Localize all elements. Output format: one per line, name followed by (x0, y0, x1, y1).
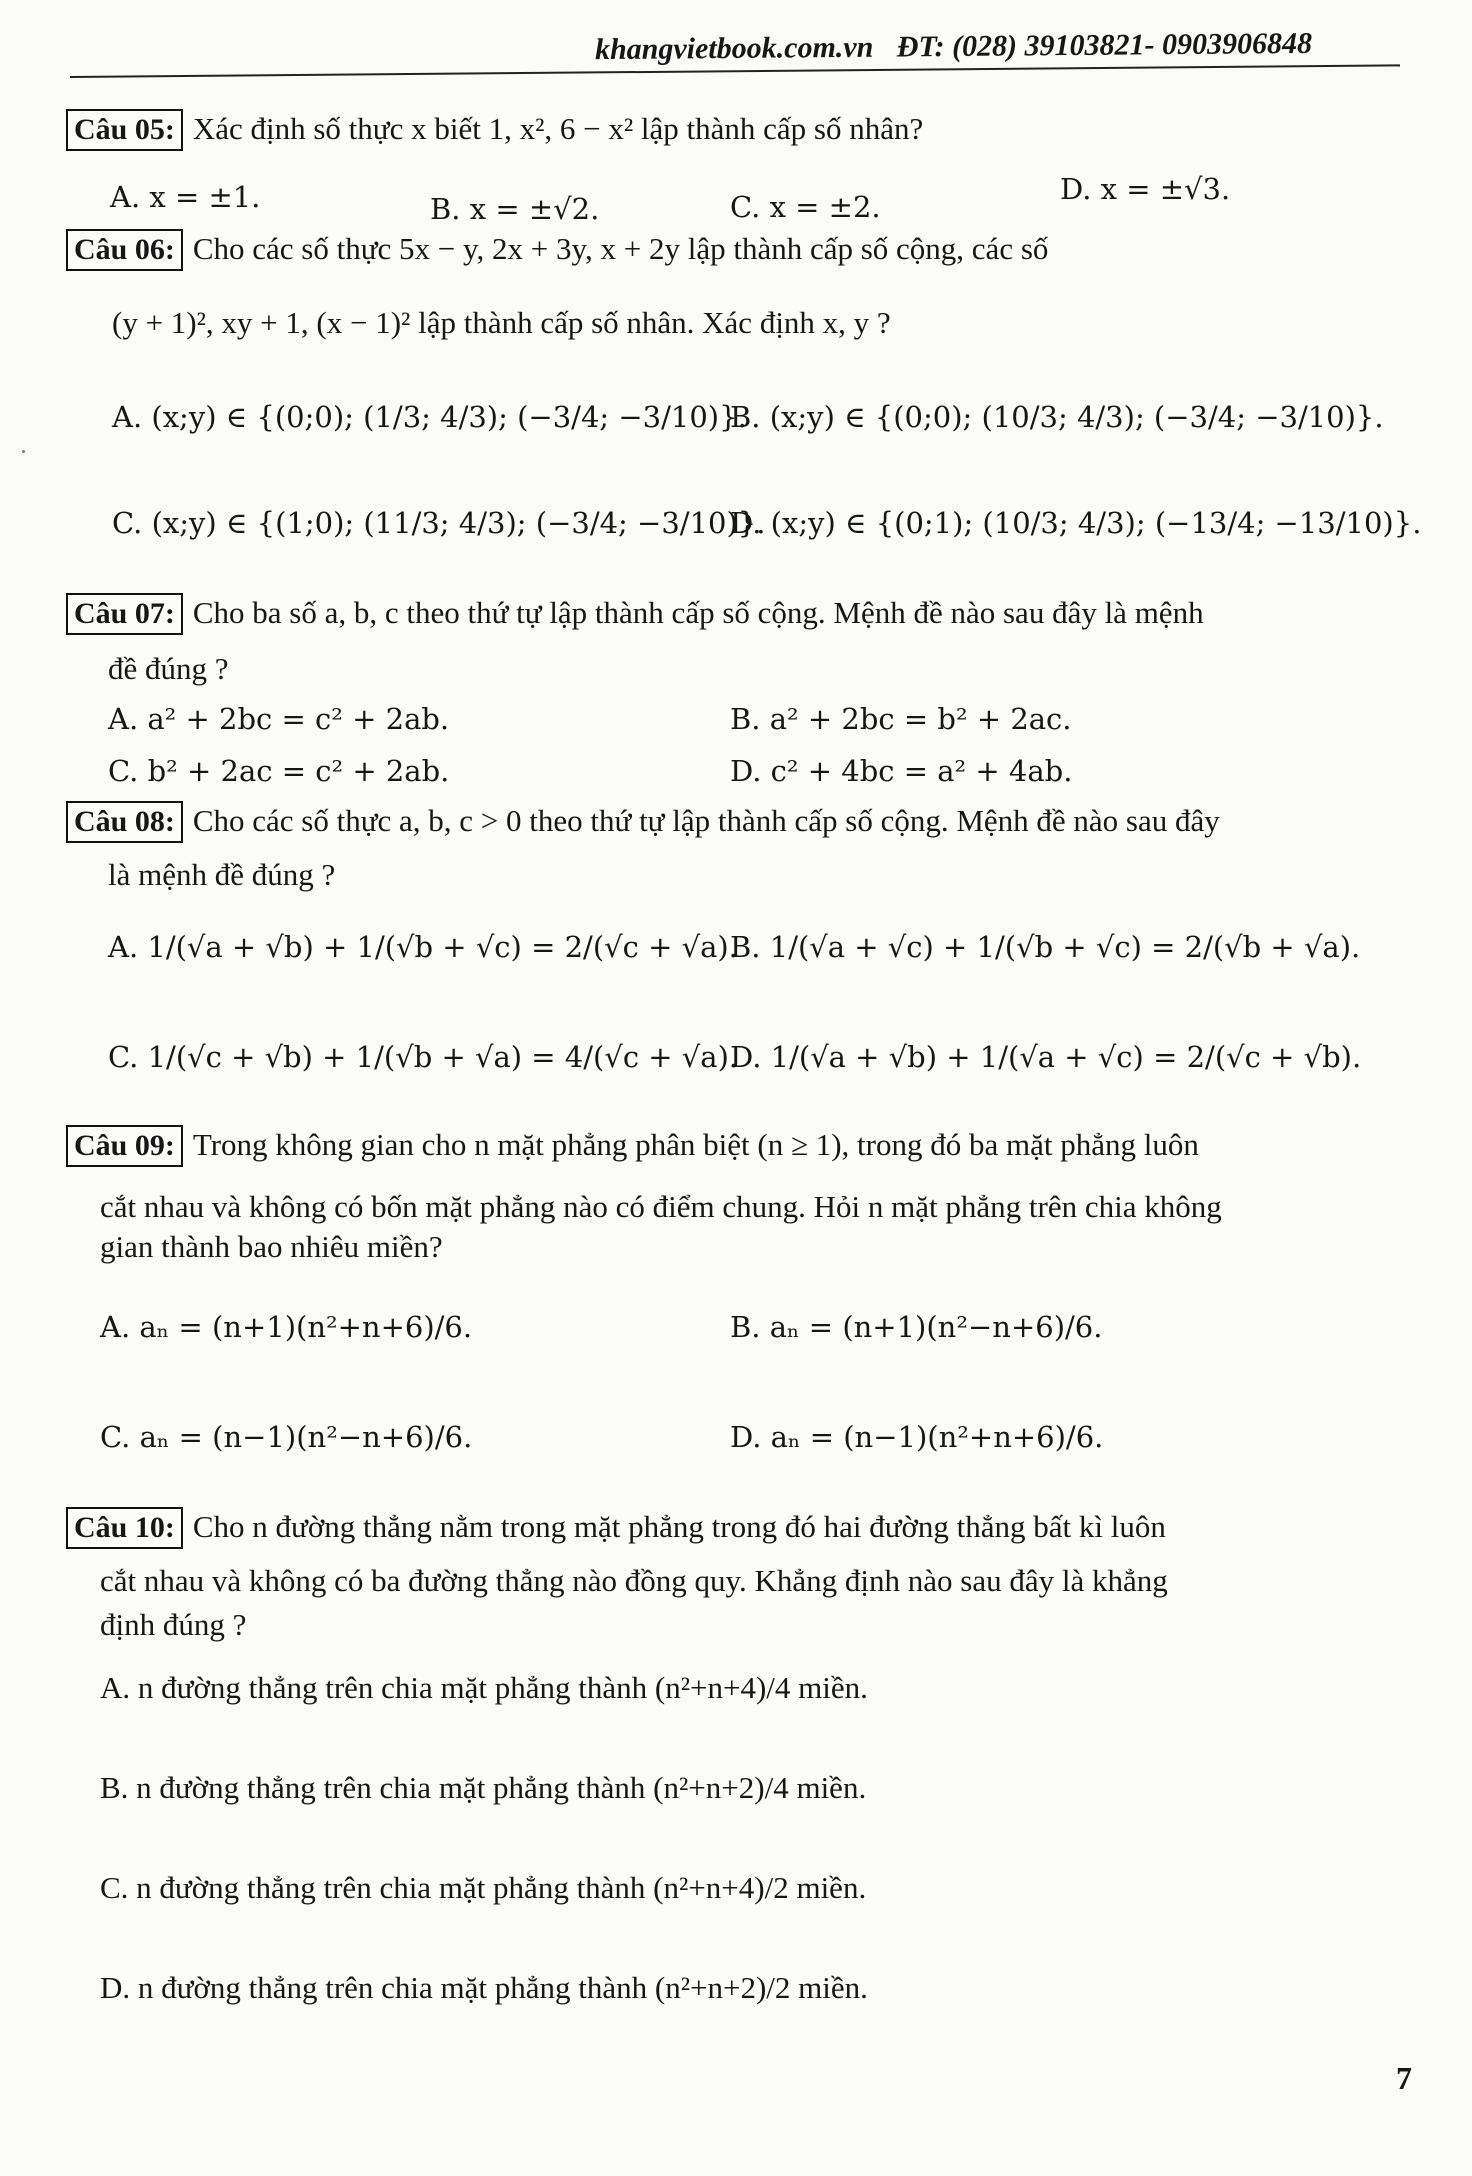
q09-option-b: B. aₙ = (n+1)(n²−n+6)/6. (730, 1310, 1103, 1344)
question-10-text-3: định đúng ? (100, 1607, 247, 1642)
header-phone: ĐT: (028) 39103821- 0903906848 (896, 26, 1313, 64)
q06-option-b: B. (x;y) ∈ {(0;0); (10/3; 4/3); (−3/4; −3/10)}. (730, 400, 1384, 434)
q08-option-b: B. 1/(√a + √c) + 1/(√b + √c) = 2/(√b + √a). (730, 930, 1361, 964)
question-08-text: Cho các số thực a, b, c > 0 theo thứ tự lập thành cấp số cộng. Mệnh đề nào sau đây (192, 803, 1220, 838)
question-05 (66, 108, 1406, 151)
page-number: 7 (1396, 2060, 1412, 2096)
q08-option-a: A. 1/(√a + √b) + 1/(√b + √c) = 2/(√c + √a). (108, 930, 738, 964)
q10-option-a: A. n đường thẳng trên chia mặt phẳng thành (n²+n+4)/4 miền. (100, 1670, 868, 1705)
question-07-text-2: đề đúng ? (108, 651, 229, 686)
question-09-text-2: cắt nhau và không có bốn mặt phẳng nào có điểm chung. Hỏi n mặt phẳng trên chia không (100, 1189, 1222, 1224)
q05-option-a: A. x = ±1. (110, 180, 261, 214)
question-06-label: Câu 06: (66, 229, 183, 271)
question-08-text-2: là mệnh đề đúng ? (108, 857, 336, 892)
q05-option-c: C. x = ±2. (730, 190, 881, 224)
q06-option-d: D. (x;y) ∈ {(0;1); (10/3; 4/3); (−13/4; −13/10)}. (730, 506, 1422, 540)
q09-option-d: D. aₙ = (n−1)(n²+n+6)/6. (730, 1420, 1104, 1454)
q08-option-c: C. 1/(√c + √b) + 1/(√b + √a) = 4/(√c + √a). (108, 1040, 739, 1074)
question-06-text: Cho các số thực 5x − y, 2x + 3y, x + 2y lập thành cấp số cộng, các số (192, 231, 1049, 266)
q07-option-a: A. a² + 2bc = c² + 2ab. (108, 702, 450, 736)
question-08 (66, 800, 1406, 843)
q08-option-d: D. 1/(√a + √b) + 1/(√a + √c) = 2/(√c + √b). (730, 1040, 1362, 1074)
page-speck (22, 450, 25, 453)
q10-option-d: D. n đường thẳng trên chia mặt phẳng thành (n²+n+2)/2 miền. (100, 1970, 868, 2005)
question-09-text-3: gian thành bao nhiêu miền? (100, 1229, 443, 1264)
q10-option-c: C. n đường thẳng trên chia mặt phẳng thành (n²+n+4)/2 miền. (100, 1870, 867, 1905)
q10-option-b: B. n đường thẳng trên chia mặt phẳng thành (n²+n+2)/4 miền. (100, 1770, 867, 1805)
question-09 (66, 1124, 1406, 1167)
question-10-text-2: cắt nhau và không có ba đường thẳng nào đồng quy. Khẳng định nào sau đây là khẳng (100, 1563, 1168, 1598)
header-rule (70, 64, 1400, 78)
q09-option-c: C. aₙ = (n−1)(n²−n+6)/6. (100, 1420, 473, 1454)
q06-option-a: A. (x;y) ∈ {(0;0); (1/3; 4/3); (−3/4; −3/10)}. (112, 400, 747, 434)
q09-option-a: A. aₙ = (n+1)(n²+n+6)/6. (100, 1310, 473, 1344)
question-10 (66, 1506, 1406, 1549)
question-06-text-2: (y + 1)², xy + 1, (x − 1)² lập thành cấp số nhân. Xác định x, y ? (112, 305, 891, 340)
q07-option-b: B. a² + 2bc = b² + 2ac. (730, 702, 1072, 736)
question-09-text: Trong không gian cho n mặt phẳng phân biệt (n ≥ 1), trong đó ba mặt phẳng luôn (192, 1127, 1199, 1162)
q05-option-d: D. x = ±√3. (1060, 172, 1231, 206)
page-header (595, 27, 1312, 67)
question-08-label: Câu 08: (66, 801, 183, 843)
header-site: khangvietbook.com.vn (594, 30, 874, 67)
question-06 (66, 228, 1406, 271)
question-07-text: Cho ba số a, b, c theo thứ tự lập thành cấp số cộng. Mệnh đề nào sau đây là mệnh (192, 595, 1204, 630)
question-09-label: Câu 09: (66, 1125, 183, 1167)
q05-option-b: B. x = ±√2. (430, 192, 600, 226)
question-10-label: Câu 10: (66, 1507, 183, 1549)
question-05-label: Câu 05: (66, 109, 183, 151)
question-05-text: Xác định số thực x biết 1, x², 6 − x² lập thành cấp số nhân? (192, 111, 924, 146)
q07-option-c: C. b² + 2ac = c² + 2ab. (108, 754, 450, 788)
question-07-label: Câu 07: (66, 593, 183, 635)
q07-option-d: D. c² + 4bc = a² + 4ab. (730, 754, 1073, 788)
question-07 (66, 592, 1406, 635)
question-10-text: Cho n đường thẳng nằm trong mặt phẳng trong đó hai đường thẳng bất kì luôn (192, 1509, 1166, 1544)
q06-option-c: C. (x;y) ∈ {(1;0); (11/3; 4/3); (−3/4; −3/10)}. (112, 506, 766, 540)
